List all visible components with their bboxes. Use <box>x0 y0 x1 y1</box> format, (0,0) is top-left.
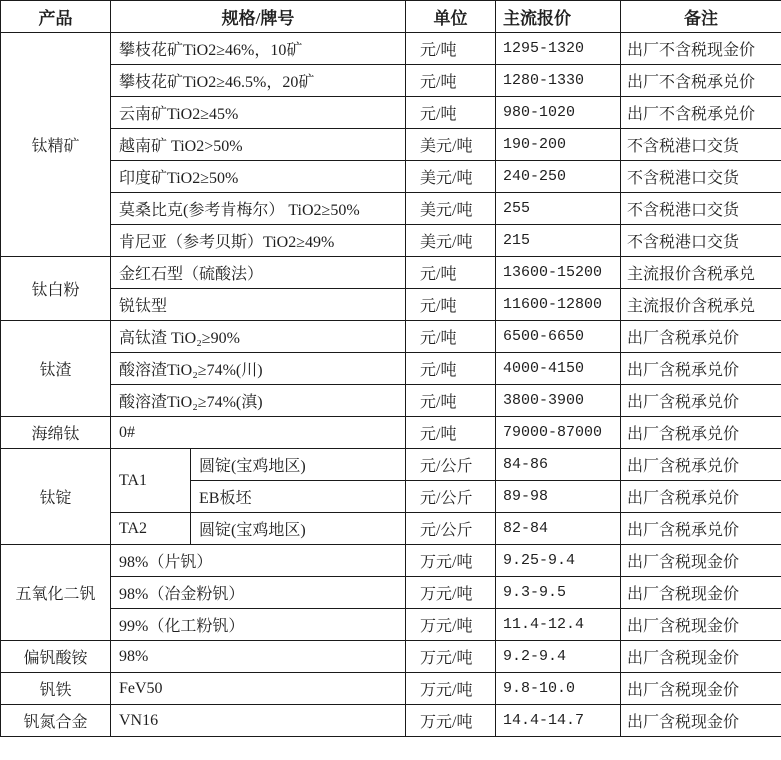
note-cell: 不含税港口交货 <box>621 129 781 161</box>
product-cell: 钛精矿 <box>1 33 111 257</box>
table-row <box>1 321 781 353</box>
spec-cell: FeV50 <box>111 673 406 705</box>
header-product: 产品 <box>1 1 111 33</box>
product-cell: 钒铁 <box>1 673 111 705</box>
table-row <box>1 33 781 65</box>
unit-cell: 元/吨 <box>406 257 496 289</box>
header-note: 备注 <box>621 1 781 33</box>
note-cell: 不含税港口交货 <box>621 225 781 257</box>
note-cell: 出厂含税承兑价 <box>621 449 781 481</box>
price-table-body <box>1 33 781 737</box>
unit-cell: 元/公斤 <box>406 513 496 545</box>
spec-cell: 云南矿TiO2≥45% <box>111 97 406 129</box>
spec-cell: 金红石型（硫酸法） <box>111 257 406 289</box>
unit-cell: 美元/吨 <box>406 129 496 161</box>
note-cell: 出厂含税现金价 <box>621 673 781 705</box>
spec-cell: EB板坯 <box>191 481 406 513</box>
product-cell: 钒氮合金 <box>1 705 111 737</box>
note-cell: 主流报价含税承兑 <box>621 289 781 321</box>
table-row <box>1 129 781 161</box>
table-row <box>1 609 781 641</box>
spec-cell: 印度矿TiO2≥50% <box>111 161 406 193</box>
unit-cell: 万元/吨 <box>406 641 496 673</box>
price-cell: 190-200 <box>496 129 621 161</box>
table-row <box>1 449 781 481</box>
price-cell: 14.4-14.7 <box>496 705 621 737</box>
spec-cell: 99%（化工粉钒） <box>111 609 406 641</box>
spec-cell: 莫桑比克(参考肯梅尔） TiO2≥50% <box>111 193 406 225</box>
spec-cell: 98% <box>111 641 406 673</box>
unit-cell: 元/吨 <box>406 321 496 353</box>
product-cell: 钛锭 <box>1 449 111 545</box>
unit-cell: 元/吨 <box>406 65 496 97</box>
table-row <box>1 577 781 609</box>
price-cell: 89-98 <box>496 481 621 513</box>
note-cell: 出厂不含税承兑价 <box>621 97 781 129</box>
price-cell: 3800-3900 <box>496 385 621 417</box>
note-cell: 出厂含税承兑价 <box>621 481 781 513</box>
table-row <box>1 545 781 577</box>
price-cell: 84-86 <box>496 449 621 481</box>
price-cell: 9.8-10.0 <box>496 673 621 705</box>
note-cell: 出厂含税承兑价 <box>621 321 781 353</box>
note-cell: 出厂含税承兑价 <box>621 513 781 545</box>
price-cell: 82-84 <box>496 513 621 545</box>
table-row <box>1 673 781 705</box>
spec-cell: VN16 <box>111 705 406 737</box>
price-cell: 6500-6650 <box>496 321 621 353</box>
spec-cell: 攀枝花矿TiO2≥46.5%，20矿 <box>111 65 406 97</box>
table-row <box>1 225 781 257</box>
note-cell: 出厂含税承兑价 <box>621 417 781 449</box>
table-header <box>1 1 781 33</box>
price-cell: 980-1020 <box>496 97 621 129</box>
unit-cell: 万元/吨 <box>406 673 496 705</box>
header-row <box>1 1 781 33</box>
table-row <box>1 65 781 97</box>
note-cell: 出厂含税承兑价 <box>621 385 781 417</box>
unit-cell: 元/吨 <box>406 33 496 65</box>
price-cell: 79000-87000 <box>496 417 621 449</box>
note-cell: 出厂含税承兑价 <box>621 353 781 385</box>
price-cell: 215 <box>496 225 621 257</box>
unit-cell: 万元/吨 <box>406 577 496 609</box>
table-row <box>1 97 781 129</box>
note-cell: 出厂不含税现金价 <box>621 33 781 65</box>
unit-cell: 美元/吨 <box>406 161 496 193</box>
table-row <box>1 353 781 385</box>
price-cell: 255 <box>496 193 621 225</box>
note-cell: 出厂含税现金价 <box>621 577 781 609</box>
unit-cell: 美元/吨 <box>406 225 496 257</box>
product-cell: 海绵钛 <box>1 417 111 449</box>
spec-cell: 越南矿 TiO2>50% <box>111 129 406 161</box>
table-row <box>1 513 781 545</box>
note-cell: 不含税港口交货 <box>621 161 781 193</box>
note-cell: 出厂含税现金价 <box>621 545 781 577</box>
spec-cell: 高钛渣 TiO₂≥90% <box>111 321 406 353</box>
price-cell: 1280-1330 <box>496 65 621 97</box>
table-row <box>1 257 781 289</box>
unit-cell: 万元/吨 <box>406 609 496 641</box>
unit-cell: 元/公斤 <box>406 481 496 513</box>
table-row <box>1 641 781 673</box>
table-row <box>1 193 781 225</box>
spec-cell: 98%（片钒） <box>111 545 406 577</box>
grade-cell: TA1 <box>111 449 191 513</box>
price-cell: 9.25-9.4 <box>496 545 621 577</box>
price-cell: 240-250 <box>496 161 621 193</box>
price-cell: 11600-12800 <box>496 289 621 321</box>
spec-cell: 锐钛型 <box>111 289 406 321</box>
spec-cell: 98%（冶金粉钒） <box>111 577 406 609</box>
unit-cell: 万元/吨 <box>406 545 496 577</box>
spec-cell: 圆锭(宝鸡地区) <box>191 513 406 545</box>
table-row <box>1 161 781 193</box>
product-cell: 钛白粉 <box>1 257 111 321</box>
price-cell: 9.2-9.4 <box>496 641 621 673</box>
table-row <box>1 417 781 449</box>
table-row <box>1 385 781 417</box>
price-cell: 13600-15200 <box>496 257 621 289</box>
spec-cell: 酸溶渣TiO₂≥74%(川) <box>111 353 406 385</box>
unit-cell: 元/吨 <box>406 289 496 321</box>
spec-cell: 0# <box>111 417 406 449</box>
header-spec: 规格/牌号 <box>111 1 406 33</box>
product-cell: 五氧化二钒 <box>1 545 111 641</box>
note-cell: 出厂含税现金价 <box>621 609 781 641</box>
price-cell: 11.4-12.4 <box>496 609 621 641</box>
table-row <box>1 705 781 737</box>
unit-cell: 美元/吨 <box>406 193 496 225</box>
note-cell: 出厂含税现金价 <box>621 705 781 737</box>
spec-cell: 肯尼亚（参考贝斯）TiO2≥49% <box>111 225 406 257</box>
unit-cell: 元/吨 <box>406 97 496 129</box>
unit-cell: 元/公斤 <box>406 449 496 481</box>
unit-cell: 元/吨 <box>406 417 496 449</box>
header-unit: 单位 <box>406 1 496 33</box>
note-cell: 不含税港口交货 <box>621 193 781 225</box>
header-price: 主流报价 <box>496 1 621 33</box>
product-cell: 偏钒酸铵 <box>1 641 111 673</box>
spec-cell: 圆锭(宝鸡地区) <box>191 449 406 481</box>
note-cell: 出厂含税现金价 <box>621 641 781 673</box>
unit-cell: 元/吨 <box>406 385 496 417</box>
unit-cell: 万元/吨 <box>406 705 496 737</box>
price-cell: 1295-1320 <box>496 33 621 65</box>
price-cell: 4000-4150 <box>496 353 621 385</box>
table-row <box>1 289 781 321</box>
spec-cell: 酸溶渣TiO₂≥74%(滇) <box>111 385 406 417</box>
product-cell: 钛渣 <box>1 321 111 417</box>
note-cell: 主流报价含税承兑 <box>621 257 781 289</box>
note-cell: 出厂不含税承兑价 <box>621 65 781 97</box>
price-cell: 9.3-9.5 <box>496 577 621 609</box>
unit-cell: 元/吨 <box>406 353 496 385</box>
spec-cell: 攀枝花矿TiO2≥46%，10矿 <box>111 33 406 65</box>
grade-cell: TA2 <box>111 513 191 545</box>
